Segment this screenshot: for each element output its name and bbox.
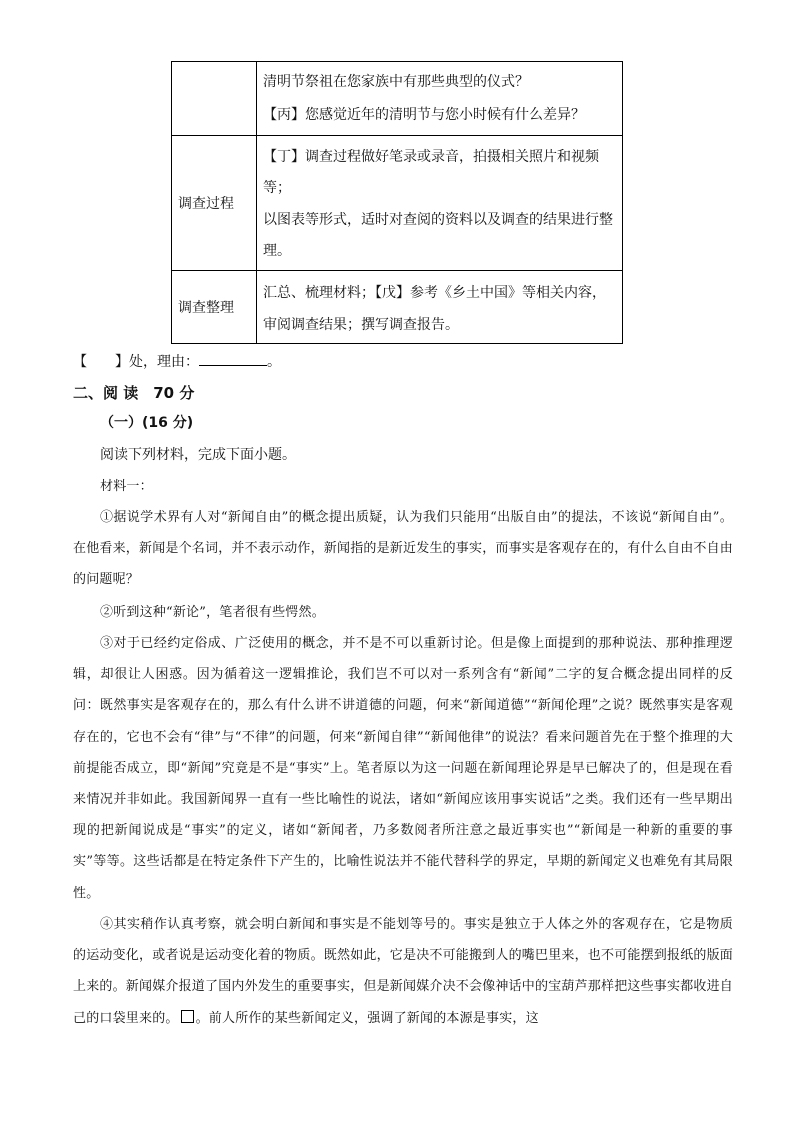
section-title: 二、阅 读 70 分 <box>73 384 195 402</box>
table-column-divider <box>256 62 257 343</box>
paragraph-3: ③对于已经约定俗成、广泛使用的概念，并不是不可以重新讨论。但是像上面提到的那种说法、那种推理逻辑，却很让人困惑。因为循着这一逻辑推论，我们岂不可以对一系列含有“新闻”二字的复合概念提出同样的反问：既然事实是客观存在的，那么有什么讲不讲道德的问题，何来“新闻道德”“新闻伦理”之说？既然事实是客观存在的，它也不会有“律”与“不律”的问题，何来“新闻自律”“新闻他律”的说法？看来问题首先在于整个推理的大前提能否成立，即“新闻”究竟是不是“事实”上。笔者原以为这一问题在新闻理论界是早已解决了的，但是现在看来情况并非如此。我国新闻界一直有一些比喻性的说法，诸如“新闻应该用事实说话”之类。我们还有一些早期出现的把新闻说成是“事实”的定义，诸如“新闻者，乃多数阅者所注意之最近事实也”“新闻是一种新的重要的事实”等等。这些话都是在特定条件下产生的，比喻性说法并不能代替科学的界定，早期的新闻定义也难免有其局限性。 <box>73 636 733 901</box>
table-row3-line2: 审阅调查结果；撰写调查报告。 <box>263 317 459 333</box>
section-subtitle: （一）(16 分) <box>100 415 194 431</box>
paragraph-2: ②听到这种“新论”，笔者很有些愕然。 <box>100 605 325 620</box>
material-label: 材料一： <box>100 479 153 494</box>
table-row2-line2: 等； <box>263 180 291 196</box>
table-row1-line1: 清明节祭祖在您家族中有那些典型的仪式？ <box>263 74 529 90</box>
answer-prompt: 处，理由： <box>129 354 199 370</box>
table-row1-line2: 【丙】您感觉近年的清明节与您小时候有什么差异？ <box>263 107 585 123</box>
paragraph-4-text: ④其实稍作认真考察，就会明白新闻和事实是不能划等号的。事实是独立于人体之外的客观存在，它是物质的运动变化，或者说是运动变化着的物质。既然如此，它是决不可能搬到人的嘴巴里来，也不可能摆到报纸的版面上来的。新闻媒介报道了国内外发生的重要事实，但是新闻媒介决不会像神话中的宝葫芦那样把这些事实都收进自己的口袋里来的。 <box>73 917 734 1026</box>
table-row2-line4: 理。 <box>263 243 291 259</box>
answer-blank[interactable] <box>199 351 267 366</box>
table-row2-line1: 【丁】调查过程做好笔录或录音，拍摄相关照片和视频 <box>263 149 599 165</box>
table-row-divider <box>172 270 622 271</box>
table-row2-line3: 以图表等形式，适时对查阅的资料以及调查的结果进行整 <box>263 212 613 228</box>
section-instruction: 阅读下列材料，完成下面小题。 <box>100 447 296 463</box>
paragraph-4-tail: 。前人所作的某些新闻定义，强调了新闻的本源是事实，这 <box>195 1010 539 1026</box>
answer-box[interactable] <box>181 1010 194 1023</box>
paragraph-1: ①据说学术界有人对“新闻自由”的概念提出质疑，认为我们只能用“出版自由”的提法，不该说“新闻自由”。在他看来，新闻是个名词，并不表示动作，新闻指的是新近发生的事实，而事实是客观存在的，有什么自由不自由的问题呢？ <box>73 510 734 588</box>
answer-end: 。 <box>267 354 281 370</box>
table-row3-line1: 汇总、梳理材料；【戊】参考《乡土中国》等相关内容， <box>263 285 606 301</box>
answer-bracket: 【 】 <box>73 354 129 370</box>
table-row-divider <box>172 135 622 136</box>
table-row3-label: 调查整理 <box>178 300 234 316</box>
paragraph-4 <box>73 909 733 1034</box>
answer-line <box>73 351 281 373</box>
table-row2-label: 调查过程 <box>178 196 234 212</box>
survey-table <box>171 61 623 344</box>
